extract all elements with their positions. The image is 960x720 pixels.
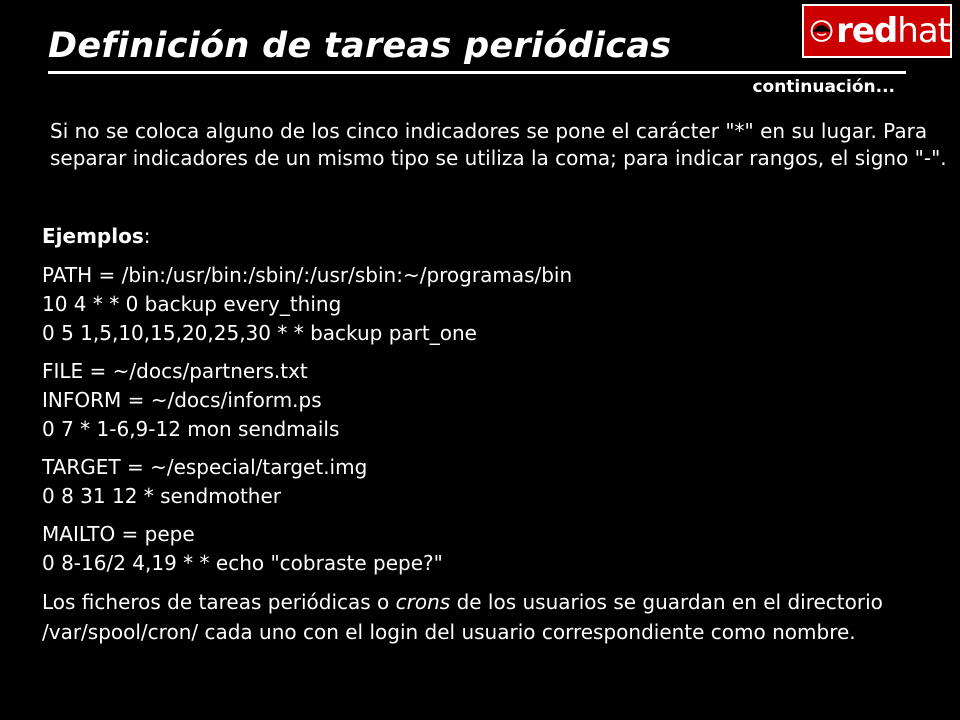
example-line: TARGET = ~/especial/target.img <box>42 455 368 479</box>
redhat-logo <box>802 4 952 58</box>
footer-paragraph: Los ficheros de tareas periódicas o crons de los usuarios se guardan en el directorio /var/spool/cron/ cada uno con el login del usuario correspondiente como nombre. <box>42 590 883 644</box>
logo-wordmark: redhat <box>836 11 950 51</box>
example-line: INFORM = ~/docs/inform.ps <box>42 388 322 412</box>
page-title: Definición de tareas periódicas <box>48 26 672 66</box>
intro-paragraph: Si no se coloca alguno de los cinco indicadores se pone el carácter "*" en su lugar. Para separar indicadores de un mismo tipo se utiliza la coma; para indicar rangos, el signo "-". <box>50 119 947 170</box>
example-line: MAILTO = pepe <box>42 522 195 546</box>
example-line: 0 5 1,5,10,15,20,25,30 * * backup part_one <box>42 321 477 345</box>
example-line: 10 4 * * 0 backup every_thing <box>42 292 342 316</box>
example-group <box>42 453 942 511</box>
title-underline <box>48 71 906 74</box>
example-line: 0 8-16/2 4,19 * * echo "cobraste pepe?" <box>42 551 443 575</box>
example-group <box>42 520 942 578</box>
example-group <box>42 357 942 444</box>
examples-heading: Ejemplos: <box>42 224 151 248</box>
shadowman-icon <box>810 13 833 49</box>
example-line: FILE = ~/docs/partners.txt <box>42 359 308 383</box>
examples-section <box>42 222 942 647</box>
example-group <box>42 261 942 348</box>
example-line: PATH = /bin:/usr/bin:/sbin/:/usr/sbin:~/programas/bin <box>42 263 573 287</box>
example-line: 0 7 * 1-6,9-12 mon sendmails <box>42 417 340 441</box>
subtitle-continuation: continuación... <box>752 77 895 97</box>
example-line: 0 8 31 12 * sendmother <box>42 484 281 508</box>
crons-emphasis: crons <box>395 590 451 614</box>
